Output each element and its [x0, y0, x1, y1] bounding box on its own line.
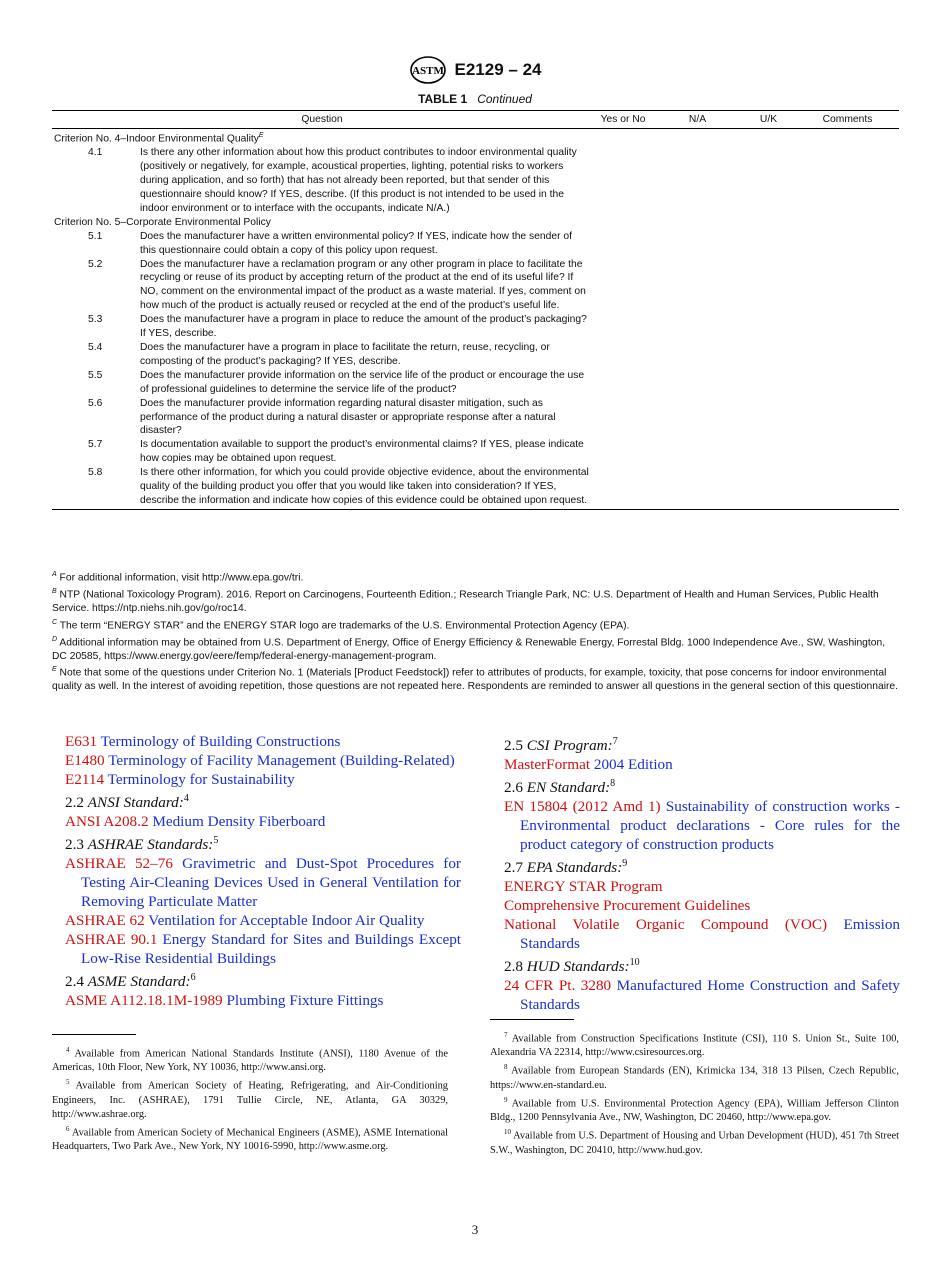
section-heading: [504, 774, 900, 797]
reference-title[interactable]: Terminology of Building Constructions: [100, 733, 341, 750]
footnote-text: Available from American Society of Heating, Refrigerating, and Air-Conditioning Engineers, Inc. (ASHRAE), 1791 Tullie Circle, NE, Atlanta, GA 30329, http://www.ashrae.org.: [52, 1080, 449, 1120]
question-number: 5.7: [88, 439, 103, 451]
question-text: Does the manufacturer have a program in place to reduce the amount of the product’s packaging? If YES, describe.: [140, 314, 587, 340]
footnote: [52, 1122, 448, 1154]
question-number: 5.2: [88, 258, 103, 270]
reference-code[interactable]: National Volatile Organic Compound (VOC): [504, 916, 828, 934]
footnote-mark: 9: [504, 1095, 508, 1104]
question-number: 5.3: [88, 314, 103, 326]
reference-entry: [65, 991, 461, 1010]
reference-code[interactable]: E2114: [65, 771, 105, 788]
col-question: Question: [301, 113, 343, 125]
question-text: Does the manufacturer provide information regarding natural disaster mitigation, such as performance of the product during a natural disaster or appropriate response after a natural disaster?: [140, 397, 556, 437]
note-mark: A: [52, 571, 57, 578]
footnote: [490, 1125, 899, 1157]
reference-code[interactable]: ANSI A208.2: [65, 813, 149, 831]
table-note: [52, 585, 900, 616]
reference-title[interactable]: Energy Standard for Sites and Buildings Except Low-Rise Residential Buildings: [81, 931, 462, 968]
footnote-mark: 8: [504, 1063, 508, 1072]
table-row: [52, 397, 899, 439]
reference-title[interactable]: Sustainability of construction works - Environmental product declarations - Core rules for the product category of construction products: [520, 798, 900, 854]
reference-title[interactable]: Plumbing Fixture Fittings: [226, 992, 384, 1010]
question-number: 5.4: [88, 342, 103, 354]
reference-title[interactable]: Gravimetric and Dust-Spot Procedures for Testing Air-Cleaning Devices Used in General Ventilation for Removing Particulate Matter: [81, 855, 461, 911]
reference-entry: [65, 732, 461, 751]
question-text: Does the manufacturer have a written environmental policy? If YES, indicate how the sender of this questionnaire could obtain a copy of this policy upon request.: [140, 230, 572, 256]
reference-entry[interactable]: ENERGY STAR Program: [504, 878, 663, 896]
footnote-ref[interactable]: 7: [612, 736, 618, 747]
footnote-mark: 6: [66, 1124, 70, 1133]
note-text: NTP (National Toxicology Program). 2016. Report on Carcinogens, Fourteenth Edition.; Research Triangle Park, NC: U.S. Department of Health and Human Services, Public Health Service. https://ntp.niehs.nih.gov/go/roc14.: [52, 589, 879, 615]
footnote: [490, 1060, 899, 1092]
questionnaire-table: [52, 110, 899, 510]
question-text: Is there any other information about how this product contributes to indoor environmental quality (positively or negatively, for example, acoustical properties, lighting, potential risks to workers during application, and so forth) that has not already been reported, but that sender of this questionnaire should know? If YES, describe. (If this product is not intended to be used in the indoor environment or to interface with the occupants, indicate N/A.): [140, 147, 577, 214]
table-row: [52, 230, 899, 258]
reference-title[interactable]: Emission Standards: [520, 916, 901, 953]
reference-code[interactable]: 24 CFR Pt. 3280: [504, 977, 612, 995]
section-title: ANSI Standard:: [87, 794, 184, 812]
footnote: [490, 1028, 899, 1060]
reference-entry: [65, 770, 461, 789]
document-id: E2129 – 24: [454, 60, 542, 79]
reference-code[interactable]: ASHRAE 90.1: [65, 931, 158, 949]
section-heading: [504, 732, 900, 755]
table-label: TABLE 1: [418, 92, 468, 106]
section-number: 2.2: [65, 794, 84, 812]
table-note: [52, 616, 900, 633]
question-text: Does the manufacturer provide information on the service life of the product or encourage the use of professional guidelines to determine the service life of the product?: [140, 369, 585, 395]
question-number: 4.1: [88, 147, 103, 159]
note-mark: E: [52, 666, 57, 674]
reference-code[interactable]: ASHRAE 52–76: [65, 855, 173, 873]
table-bottom-rule: [52, 509, 899, 510]
section-title: ASHRAE Standards:: [87, 836, 214, 854]
table-note: [52, 568, 900, 585]
reference-entry: [504, 915, 900, 953]
section-title: CSI Program:: [526, 737, 613, 755]
section-number: 2.7: [504, 859, 523, 877]
footnote-ref[interactable]: 8: [610, 778, 616, 790]
col-comments: Comments: [822, 113, 873, 125]
reference-entry: [504, 797, 900, 854]
reference-title[interactable]: Ventilation for Acceptable Indoor Air Quality: [148, 912, 425, 930]
table-row: [52, 369, 899, 397]
section-heading: [504, 854, 900, 877]
section-heading: [504, 953, 900, 976]
reference-title[interactable]: Terminology for Sustainability: [107, 771, 295, 788]
criterion-label: Criterion No. 5–Corporate Environmental Policy: [54, 216, 271, 228]
footnote-text: Available from European Standards (EN), Krimicka 134, 318 13 Pilsen, Czech Republic, https://www.en-standard.eu.: [490, 1065, 899, 1091]
table-notes: [52, 568, 900, 694]
reference-code[interactable]: MasterFormat: [504, 756, 591, 774]
reference-code[interactable]: EN 15804 (2012 Amd 1): [504, 798, 661, 816]
reference-entry: [65, 854, 461, 911]
footnote-text: Available from Construction Specifications Institute (CSI), 110 S. Union St., Suite 100, Alexandria VA 22314, http://www.csiresources.org.: [490, 1033, 899, 1059]
reference-entry: [65, 751, 461, 770]
table-caption-note: Continued: [477, 92, 532, 106]
footnote-text: Available from American Society of Mechanical Engineers (ASME), ASME International Headquarters, Two Park Ave., New York, NY 10016-5990, http://www.asme.org.: [52, 1127, 448, 1153]
footnote: [490, 1093, 899, 1125]
question-number: 5.8: [88, 467, 103, 479]
question-number: 5.1: [88, 230, 103, 242]
note-text: Additional information may be obtained from U.S. Department of Energy, Office of Energy Efficiency & Renewable Energy, Forrestal Bldg. 1000 Independence Ave., SW, Washington, DC 20585, https://www.energy.gov/eere/femp/federal-energy-management-program.: [52, 637, 886, 662]
page-header: [0, 55, 950, 85]
footnote-ref[interactable]: 4: [183, 793, 189, 804]
reference-title[interactable]: Terminology of Facility Management (Building-Related): [108, 752, 455, 769]
footnote: [52, 1075, 448, 1121]
footnote-text: Available from American National Standards Institute (ANSI), 1180 Avenue of the Americas, 10th Floor, New York, NY 10036, http://www.ansi.org.: [52, 1048, 448, 1074]
footnote-text: Available from U.S. Department of Housing and Urban Development (HUD), 451 7th Street S.W., Washington, DC 20410, http://www.hud.gov.: [490, 1130, 899, 1156]
footnote-ref[interactable]: 10: [629, 957, 640, 969]
col-na: N/A: [688, 113, 707, 125]
section-title: EPA Standards:: [526, 859, 623, 877]
section-heading: [65, 831, 461, 854]
footnote-mark: 10: [504, 1128, 511, 1137]
question-number: 5.6: [88, 397, 103, 409]
section-heading: [65, 968, 461, 991]
table-row: [52, 258, 899, 314]
reference-title[interactable]: 2004 Edition: [593, 756, 673, 774]
criterion-label: Criterion No. 4–Indoor Environmental Quality: [54, 133, 259, 145]
reference-entry: [65, 911, 461, 930]
table-note: [52, 663, 900, 694]
reference-code[interactable]: ASHRAE 62: [65, 912, 145, 930]
footnote-mark: 4: [66, 1046, 70, 1054]
table-header-row: [52, 110, 899, 129]
col-uk: U/K: [759, 113, 778, 125]
question-text: Is documentation available to support the product’s environmental claims? If YES, please indicate how copies may be obtained upon request.: [140, 439, 584, 465]
footnote-rule: [490, 1019, 574, 1020]
table-row: [52, 466, 899, 508]
section-number: 2.3: [65, 836, 84, 854]
reference-code[interactable]: E1480: [65, 752, 105, 769]
note-text: Note that some of the questions under Criterion No. 1 (Materials [Product Feedstock]) refer to attributes of products, for example, toxicity, that pose concerns for indoor environmental quality as well. In the interest of avoiding repetition, those questions are not repeated here. Respondents are reminded to answer all questions in the general section of this questionnaire.: [52, 667, 899, 693]
section-number: 2.4: [65, 973, 84, 991]
question-number: 5.5: [88, 369, 103, 381]
footnote-mark: 7: [504, 1031, 508, 1039]
table-note: [52, 633, 900, 664]
reference-entry[interactable]: Comprehensive Procurement Guidelines: [504, 897, 751, 915]
right-column: [504, 732, 900, 1014]
section-heading: [65, 789, 461, 812]
col-yes-no: Yes or No: [600, 113, 646, 125]
note-mark: B: [52, 588, 57, 596]
svg-text:ASTM: ASTM: [411, 65, 444, 77]
note-mark: D: [52, 635, 58, 643]
footnote-text: Available from U.S. Environmental Protection Agency (EPA), William Jefferson Clinton Bldg., 1200 Pennsylvania Ave., NW, Washington, DC 20460, http://www.epa.gov.: [490, 1098, 899, 1124]
astm-logo-icon: [409, 55, 447, 85]
criterion-heading: [52, 216, 899, 230]
reference-entry: [65, 812, 461, 831]
footnote-mark: 5: [66, 1078, 70, 1087]
section-title: ASME Standard:: [87, 973, 191, 991]
criterion-heading: [52, 129, 899, 146]
section-number: 2.8: [504, 958, 523, 976]
section-title: EN Standard:: [526, 779, 611, 797]
question-text: Is there other information, for which you could provide objective evidence, about the environmental quality of the building product you offer that you would like taken into consideration? If YES, describe the information and indicate how copies of this evidence could be obtained upon request.: [140, 467, 589, 506]
reference-entry: [504, 976, 900, 1014]
page-number: 3: [471, 1222, 479, 1237]
note-text: For additional information, visit http://www.epa.gov/tri.: [59, 572, 304, 584]
table-row: [52, 438, 899, 466]
reference-title[interactable]: Manufactured Home Construction and Safety Standards: [520, 977, 901, 1014]
question-text: Does the manufacturer have a program in place to facilitate the return, reuse, recycling, or composting of the product’s packaging? If YES, describe.: [140, 342, 550, 367]
reference-entry: [65, 930, 461, 968]
reference-code[interactable]: ASME A112.18.1M-1989: [65, 992, 223, 1010]
footnote: [52, 1043, 448, 1075]
table-row: [52, 146, 899, 216]
section-number: 2.6: [504, 779, 523, 797]
table-row: [52, 313, 899, 341]
note-mark: C: [52, 618, 58, 626]
section-number: 2.5: [504, 737, 523, 755]
question-text: Does the manufacturer have a reclamation program or any other program in place to facilitate the recycling or reuse of its product by accepting return of the product at the end of its useful life? If NO, comment on the environmental impact of the product as a waste material. If yes, comment on how much of the product is actually reused or recycled at the end of the product’s useful life.: [140, 258, 586, 312]
footnote-ref[interactable]: 6: [190, 972, 196, 984]
reference-code[interactable]: E631: [65, 733, 98, 750]
note-text: The term “ENERGY STAR” and the ENERGY STAR logo are trademarks of the U.S. Environmental Protection Agency (EPA).: [59, 620, 630, 632]
table-row: [52, 341, 899, 369]
footnote-ref[interactable]: 5: [213, 835, 219, 847]
section-title: HUD Standards:: [526, 958, 630, 976]
reference-entry: [504, 755, 900, 774]
right-footnotes: [490, 1028, 899, 1158]
criterion-footnote-mark: E: [258, 132, 264, 139]
reference-title[interactable]: Medium Density Fiberboard: [152, 813, 326, 831]
left-column: [65, 732, 461, 1010]
table-caption: [0, 92, 950, 106]
left-footnotes: [52, 1043, 448, 1154]
footnote-ref[interactable]: 9: [622, 858, 628, 870]
footnote-rule: [52, 1034, 136, 1035]
